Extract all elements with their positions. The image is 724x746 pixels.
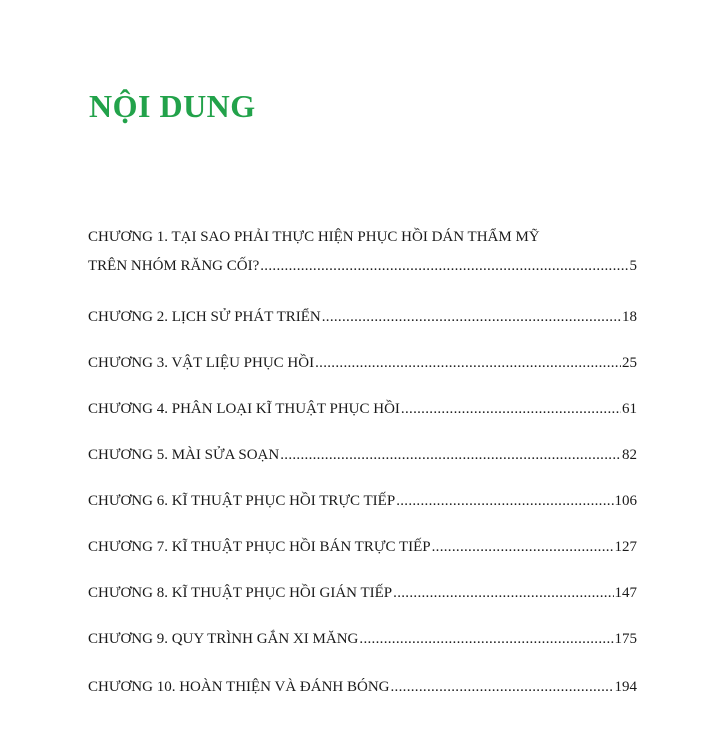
dot-leader xyxy=(393,584,613,602)
toc-entry-title: TRÊN NHÓM RĂNG CỐI? xyxy=(88,258,260,274)
toc-entry-title: CHƯƠNG 6. KĨ THUẬT PHỤC HỒI TRỰC TIẾP xyxy=(88,493,396,509)
dot-leader xyxy=(260,257,628,275)
toc-entry-page-number: 194 xyxy=(614,679,637,695)
dot-leader xyxy=(396,492,613,510)
dot-leader xyxy=(401,400,621,418)
toc-entry-chapter-7[interactable] xyxy=(88,538,637,556)
dot-leader xyxy=(322,308,621,326)
toc-entry-page-number: 25 xyxy=(622,355,637,371)
toc-entry-page-number: 61 xyxy=(622,401,637,417)
toc-entry-page-number: 106 xyxy=(614,493,637,509)
toc-entry-page-number: 5 xyxy=(629,258,637,274)
dot-leader xyxy=(359,630,613,648)
toc-entry-title: CHƯƠNG 4. PHÂN LOẠI KĨ THUẬT PHỤC HỒI xyxy=(88,401,400,417)
dot-leader xyxy=(391,678,614,696)
toc-entry-chapter-2[interactable] xyxy=(88,308,637,326)
toc-entry-chapter-4[interactable] xyxy=(88,400,637,418)
toc-entry-chapter-1[interactable] xyxy=(88,228,637,275)
toc-entry-page-number: 127 xyxy=(614,539,637,555)
toc-entry-title: CHƯƠNG 7. KĨ THUẬT PHỤC HỒI BÁN TRỰC TIẾP xyxy=(88,539,431,555)
toc-entry-title: CHƯƠNG 9. QUY TRÌNH GẮN XI MĂNG xyxy=(88,631,359,647)
toc-entry-page-number: 82 xyxy=(622,447,637,463)
toc-entry-title: CHƯƠNG 8. KĨ THUẬT PHỤC HỒI GIÁN TIẾP xyxy=(88,585,393,601)
toc-entry-chapter-3[interactable] xyxy=(88,354,637,372)
toc-entry-chapter-5[interactable] xyxy=(88,446,637,464)
toc-entry-title-line-1: CHƯƠNG 1. TẠI SAO PHẢI THỰC HIỆN PHỤC HỒI DÁN THẨM MỸ xyxy=(88,229,540,245)
toc-entry-chapter-9[interactable] xyxy=(88,630,637,648)
toc-entry-chapter-10[interactable] xyxy=(88,678,637,696)
toc-entry-title: CHƯƠNG 10. HOÀN THIỆN VÀ ĐÁNH BÓNG xyxy=(88,679,390,695)
toc-entry-page-number: 175 xyxy=(614,631,637,647)
toc-entry-title: CHƯƠNG 3. VẬT LIỆU PHỤC HỒI xyxy=(88,355,315,371)
toc-entry-page-number: 147 xyxy=(614,585,637,601)
toc-entry-chapter-8[interactable] xyxy=(88,584,637,602)
dot-leader xyxy=(280,446,621,464)
toc-entry-title: CHƯƠNG 5. MÀI SỬA SOẠN xyxy=(88,447,280,463)
toc-entry-chapter-6[interactable] xyxy=(88,492,637,510)
page-title: NỘI DUNG xyxy=(89,88,256,124)
dot-leader xyxy=(432,538,614,556)
dot-leader xyxy=(315,354,621,372)
toc-entry-title: CHƯƠNG 2. LỊCH SỬ PHÁT TRIỂN xyxy=(88,309,321,325)
toc-entry-page-number: 18 xyxy=(622,309,637,325)
